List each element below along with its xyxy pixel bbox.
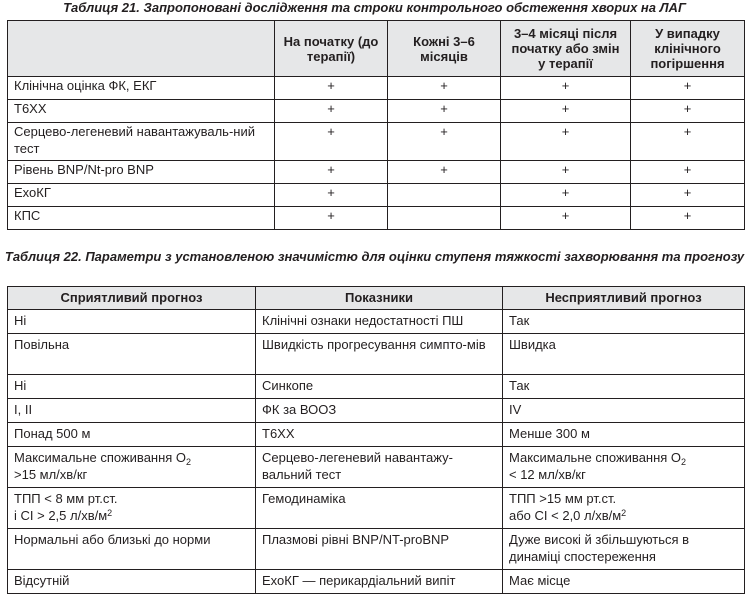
mark-cell: + (501, 77, 631, 100)
mark-cell (388, 207, 501, 230)
indicator-cell: Гемодинаміка (256, 488, 503, 529)
table-row (8, 423, 745, 447)
mark-cell: + (631, 207, 745, 230)
unfavorable-cell (503, 447, 745, 488)
indicator-cell: Клінічні ознаки недостатності ПШ (256, 310, 503, 334)
table-row (8, 334, 745, 375)
mark-cell: + (388, 100, 501, 123)
unfavorable-cell: Так (503, 310, 745, 334)
unfavorable-text: або CI < 2,0 л/хв/м (509, 508, 622, 523)
mark-cell: + (388, 161, 501, 184)
superscript: 2 (621, 508, 627, 518)
header-cell: Кожні 3–6 місяців (388, 21, 501, 77)
row-label: Серцево-легеневий навантажуваль-ний тест (8, 123, 275, 161)
table-header-row (8, 287, 745, 310)
header-cell: Показники (256, 287, 503, 310)
mark-cell: + (501, 207, 631, 230)
favorable-cell: Понад 500 м (8, 423, 256, 447)
header-cell (8, 21, 275, 77)
table-row (8, 184, 745, 207)
row-label: КПС (8, 207, 275, 230)
header-cell: 3–4 місяці після початку або змін у терапії (501, 21, 631, 77)
table-row (8, 77, 745, 100)
indicator-cell: Серцево-легеневий навантажу-вальний тест (256, 447, 503, 488)
header-cell: У випадку клінічного погіршення (631, 21, 745, 77)
unfavorable-cell: IV (503, 399, 745, 423)
superscript: 2 (107, 508, 113, 518)
favorable-cell (8, 447, 256, 488)
table-row (8, 447, 745, 488)
table-row (8, 100, 745, 123)
mark-cell (388, 184, 501, 207)
favorable-cell: Ні (8, 375, 256, 399)
table-row (8, 375, 745, 399)
subscript: 2 (186, 457, 192, 467)
favorable-cell: Нормальні або близькі до норми (8, 529, 256, 570)
mark-cell: + (388, 123, 501, 161)
mark-cell: + (501, 100, 631, 123)
favorable-cell: I, II (8, 399, 256, 423)
mark-cell: + (275, 207, 388, 230)
header-cell: Несприятливий прогноз (503, 287, 745, 310)
favorable-text: >15 мл/хв/кг (14, 467, 88, 482)
mark-cell: + (631, 184, 745, 207)
favorable-cell (8, 488, 256, 529)
unfavorable-cell (503, 488, 745, 529)
mark-cell: + (275, 123, 388, 161)
mark-cell: + (275, 100, 388, 123)
mark-cell: + (275, 161, 388, 184)
row-label: Клінічна оцінка ФК, ЕКГ (8, 77, 275, 100)
row-label: Рівень BNP/Nt-pro BNP (8, 161, 275, 184)
table-22 (7, 286, 745, 594)
header-cell: На початку (до терапії) (275, 21, 388, 77)
table-21-caption: Таблиця 21. Запропоновані дослідження та строки контрольного обстеження хворих на ЛАГ (63, 0, 686, 15)
mark-cell: + (501, 184, 631, 207)
unfavorable-text: < 12 мл/хв/кг (509, 467, 586, 482)
table-21 (7, 20, 745, 230)
mark-cell: + (501, 123, 631, 161)
mark-cell: + (388, 77, 501, 100)
mark-cell: + (275, 77, 388, 100)
table-row (8, 399, 745, 423)
table-22-caption: Таблиця 22. Параметри з установленою значимістю для оцінки ступеня тяжкості захворювання та прогнозу (4, 249, 745, 264)
header-cell: Сприятливий прогноз (8, 287, 256, 310)
favorable-text: ТПП < 8 мм рт.ст. (14, 491, 118, 506)
favorable-cell: Ні (8, 310, 256, 334)
table-row (8, 161, 745, 184)
unfavorable-cell: Швидка (503, 334, 745, 375)
table-row (8, 529, 745, 570)
unfavorable-text: Максимальне споживання O (509, 450, 682, 465)
unfavorable-cell: Дуже високі й збільшуються в динаміці спостереження (503, 529, 745, 570)
table-row (8, 310, 745, 334)
indicator-cell: Плазмові рівні BNP/NT-proBNP (256, 529, 503, 570)
mark-cell: + (631, 123, 745, 161)
unfavorable-text: ТПП >15 мм рт.ст. (509, 491, 617, 506)
indicator-cell: ФК за ВООЗ (256, 399, 503, 423)
favorable-cell: Відсутній (8, 570, 256, 594)
mark-cell: + (631, 100, 745, 123)
favorable-text: Максимальне споживання O (14, 450, 187, 465)
unfavorable-cell: Має місце (503, 570, 745, 594)
mark-cell: + (631, 77, 745, 100)
table-row (8, 207, 745, 230)
indicator-cell: Т6ХХ (256, 423, 503, 447)
subscript: 2 (681, 457, 687, 467)
favorable-text: і CI > 2,5 л/хв/м (14, 508, 108, 523)
unfavorable-cell: Так (503, 375, 745, 399)
mark-cell: + (275, 184, 388, 207)
table-header-row (8, 21, 745, 77)
mark-cell: + (631, 161, 745, 184)
indicator-cell: ЕхоКГ — перикардіальний випіт (256, 570, 503, 594)
indicator-cell: Швидкість прогресування симпто-мів (256, 334, 503, 375)
row-label: Т6ХХ (8, 100, 275, 123)
row-label: ЕхоКГ (8, 184, 275, 207)
table-row (8, 488, 745, 529)
favorable-cell: Повільна (8, 334, 256, 375)
unfavorable-cell: Менше 300 м (503, 423, 745, 447)
table-row (8, 123, 745, 161)
indicator-cell: Синкопе (256, 375, 503, 399)
mark-cell: + (501, 161, 631, 184)
